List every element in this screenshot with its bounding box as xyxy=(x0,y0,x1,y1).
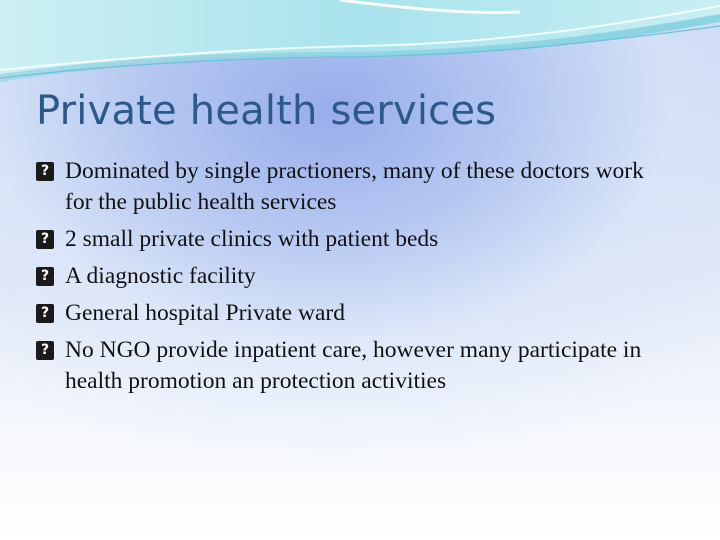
replacement-character-icon xyxy=(36,162,54,181)
replacement-character-icon xyxy=(36,304,54,323)
bullet-text: No NGO provide inpatient care, however many participate in health promotion an protection activities xyxy=(65,337,642,394)
replacement-character-icon xyxy=(36,230,54,249)
decorative-wave-banner xyxy=(0,0,720,90)
bullet-list xyxy=(36,156,676,403)
bullet-text: A diagnostic facility xyxy=(65,263,256,289)
replacement-character-icon xyxy=(36,341,54,360)
bullet-text: General hospital Private ward xyxy=(65,300,345,326)
bullet-text: 2 small private clinics with patient beds xyxy=(65,226,439,252)
bullet-item xyxy=(36,298,676,329)
slide-title: Private health services xyxy=(36,88,497,134)
replacement-character-icon xyxy=(36,267,54,286)
bullet-item xyxy=(36,335,676,397)
bullet-text: Dominated by single practioners, many of these doctors work for the public health services xyxy=(65,158,644,215)
bullet-item xyxy=(36,156,676,218)
bullet-item xyxy=(36,224,676,255)
bullet-item xyxy=(36,261,676,292)
